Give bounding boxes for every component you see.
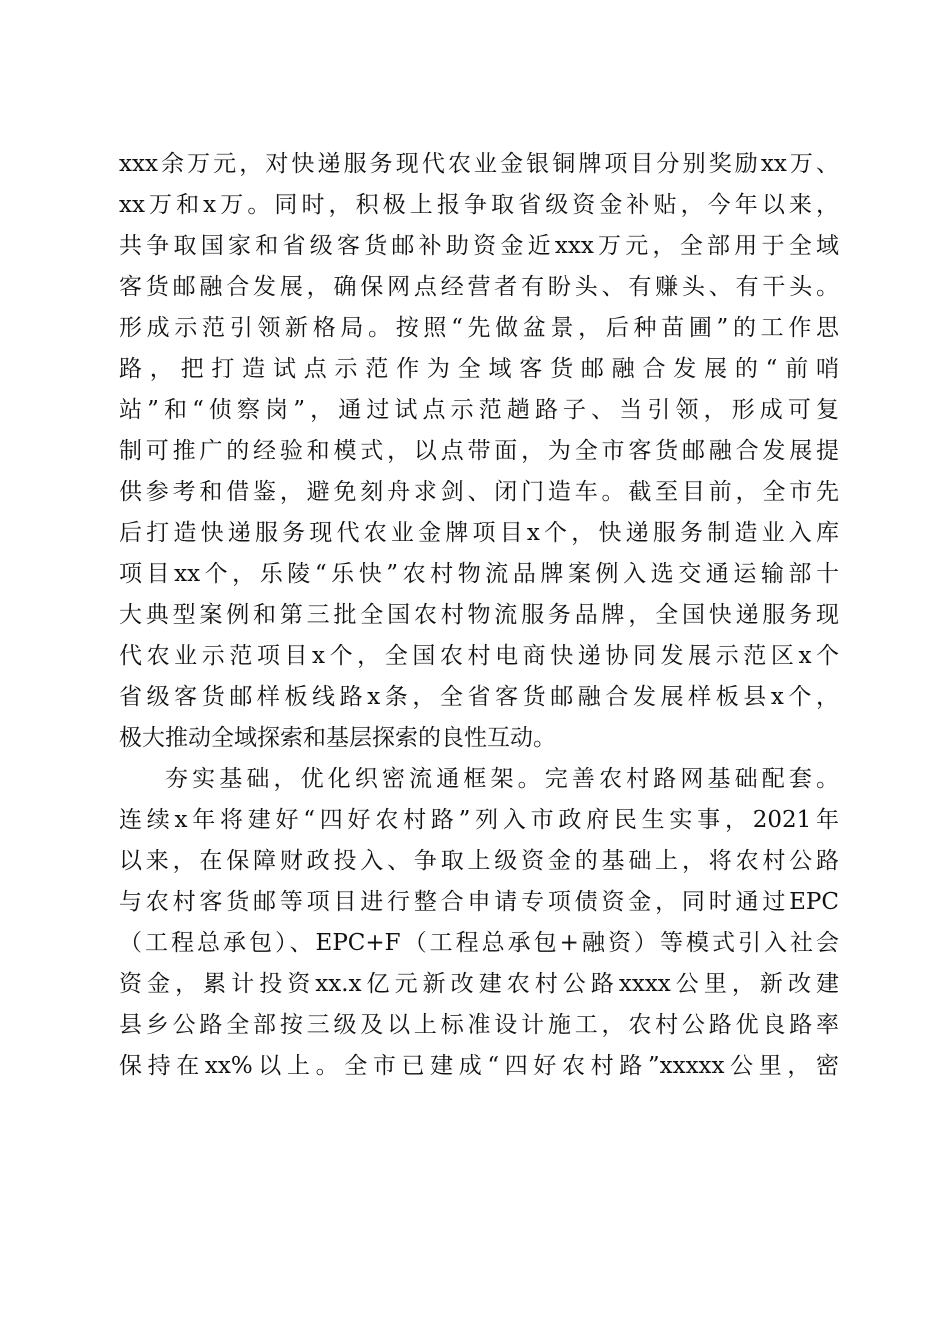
text-line: 县乡公路全部按三级及以上标准设计施工，农村公路优良路率 [119, 1012, 839, 1038]
body-text [119, 144, 839, 1087]
text-line: 连续x年将建好“四好农村路”列入市政府民生实事，2021年 [119, 807, 839, 833]
text-line: 供参考和借鉴，避免刻舟求剑、闭门造车。截至目前，全市先 [119, 479, 839, 505]
text-line: 保持在xx%以上。全市已建成“四好农村路”xxxxx公里，密 [119, 1053, 839, 1079]
text-line: 极大推动全域探索和基层探索的良性互动。 [119, 725, 556, 751]
text-line: 项目xx个，乐陵“乐快”农村物流品牌案例入选交通运输部十 [119, 561, 839, 587]
text-line: 与农村客货邮等项目进行整合申请专项债资金，同时通过EPC [119, 889, 839, 915]
text-line: 省级客货邮样板线路x条，全省客货邮融合发展样板县x个， [119, 684, 839, 710]
text-line: 后打造快递服务现代农业金牌项目x个，快递服务制造业入库 [119, 520, 839, 546]
text-line: 形成示范引领新格局。按照“先做盆景，后种苗圃”的工作思 [119, 315, 839, 341]
paragraph-heading-line: 夯实基础，优化织密流通框架。完善农村路网基础配套。 [165, 766, 839, 792]
text-line: 站”和“侦察岗”，通过试点示范趟路子、当引领，形成可复 [119, 397, 839, 423]
text-line: xx万和x万。同时，积极上报争取省级资金补贴，今年以来， [119, 192, 839, 218]
text-line: 代农业示范项目x个，全国农村电商快递协同发展示范区x个 [119, 643, 839, 669]
text-line: 资金，累计投资xx.x亿元新改建农村公路xxxx公里，新改建 [119, 971, 839, 997]
text-line: 以来，在保障财政投入、争取上级资金的基础上，将农村公路 [119, 848, 839, 874]
text-line: 客货邮融合发展，确保网点经营者有盼头、有赚头、有干头。 [119, 274, 839, 300]
text-line: 大典型案例和第三批全国农村物流服务品牌，全国快递服务现 [119, 602, 839, 628]
text-line: 路，把打造试点示范作为全域客货邮融合发展的“前哨 [119, 356, 839, 382]
text-line: 制可推广的经验和模式，以点带面，为全市客货邮融合发展提 [119, 438, 839, 464]
text-line: 共争取国家和省级客货邮补助资金近xxx万元，全部用于全域 [119, 233, 839, 259]
text-line: xxx余万元，对快递服务现代农业金银铜牌项目分别奖励xx万、 [119, 151, 839, 177]
text-line: （工程总承包）、EPC+F（工程总承包+融资）等模式引入社会 [119, 930, 839, 956]
